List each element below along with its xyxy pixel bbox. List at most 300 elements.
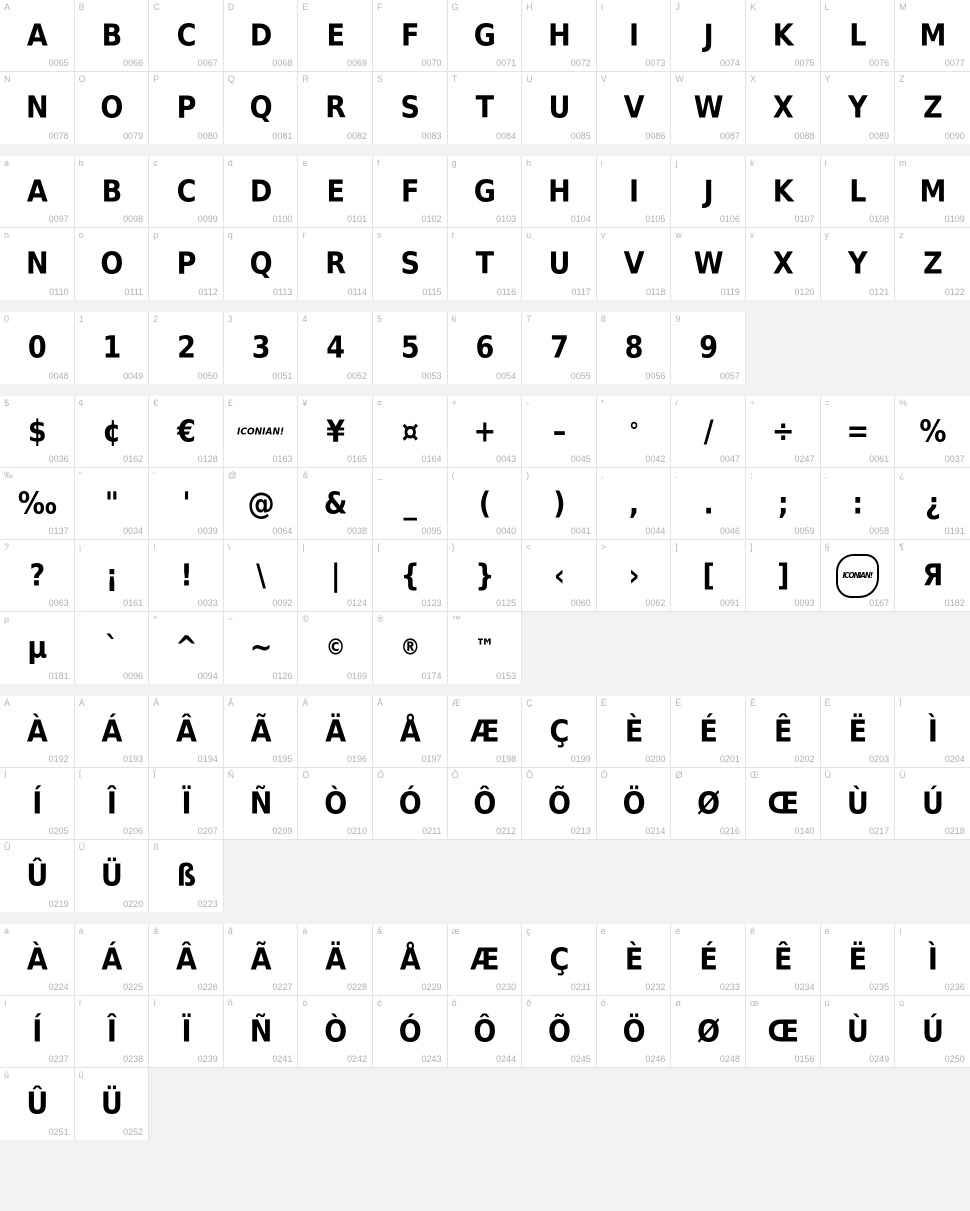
glyph-cell[interactable] (75, 840, 150, 912)
glyph-char-label: Ü (78, 842, 86, 852)
glyph-cell[interactable] (373, 396, 448, 468)
glyph-cell[interactable] (0, 228, 75, 300)
glyph-char-label: R (302, 74, 309, 84)
empty-cell (597, 612, 672, 684)
glyph-cell[interactable] (75, 696, 150, 768)
glyph-cell[interactable] (298, 540, 373, 612)
glyph-cell[interactable] (224, 468, 299, 540)
glyph-code-label: 0205 (48, 826, 69, 836)
glyph-char-label: ‰ (4, 470, 13, 480)
glyph-cell[interactable] (0, 72, 75, 144)
glyph-code-label: 0214 (645, 826, 666, 836)
glyph-cell[interactable] (298, 924, 373, 996)
glyph-cell[interactable] (895, 540, 970, 612)
glyph-cell[interactable] (522, 924, 597, 996)
glyph-display: Á (101, 942, 122, 978)
glyph-cell[interactable] (75, 228, 150, 300)
glyph-code-label: 0090 (944, 131, 965, 141)
empty-cell (373, 1068, 448, 1140)
glyph-char-label: % (899, 398, 908, 408)
glyph-cell[interactable] (522, 768, 597, 840)
glyph-cell[interactable] (746, 156, 821, 228)
glyph-display: , (628, 486, 639, 522)
glyph-cell[interactable] (821, 768, 896, 840)
glyph-cell[interactable] (448, 696, 523, 768)
glyph-cell[interactable] (149, 696, 224, 768)
glyph-char-label: J (675, 2, 680, 12)
glyph-code-label: 0197 (421, 754, 442, 764)
glyph-code-label: 0065 (48, 58, 69, 68)
glyph-code-label: 0063 (48, 598, 69, 608)
glyph-char-label: í (4, 998, 7, 1008)
glyph-display: P (176, 246, 196, 282)
glyph-cell[interactable] (149, 840, 224, 912)
glyph-display: O (100, 246, 123, 282)
glyph-cell[interactable] (0, 996, 75, 1068)
glyph-code-label: 0100 (272, 214, 293, 224)
glyph-display: ÷ (771, 414, 794, 450)
glyph-display: F (401, 174, 419, 210)
glyph-cell[interactable] (224, 228, 299, 300)
glyph-cell[interactable] (149, 228, 224, 300)
glyph-cell[interactable] (149, 72, 224, 144)
glyph-cell[interactable] (671, 696, 746, 768)
glyph-cell[interactable] (75, 924, 150, 996)
glyph-cell[interactable] (821, 540, 896, 612)
glyph-cell[interactable] (75, 996, 150, 1068)
glyph-code-label: 0162 (123, 454, 144, 464)
glyph-code-label: 0075 (794, 58, 815, 68)
glyph-cell[interactable] (821, 396, 896, 468)
glyph-cell[interactable] (149, 996, 224, 1068)
glyph-code-label: 0062 (645, 598, 666, 608)
glyph-display: . (703, 486, 713, 522)
glyph-cell[interactable] (821, 924, 896, 996)
glyph-cell[interactable] (373, 924, 448, 996)
glyph-cell[interactable] (895, 156, 970, 228)
glyph-display: ‹ (553, 558, 565, 594)
empty-cell (671, 840, 746, 912)
glyph-display: F (401, 18, 419, 54)
glyph-display: C (176, 18, 196, 54)
glyph-display: Æ (470, 714, 499, 750)
glyph-cell[interactable] (298, 72, 373, 144)
glyph-display: Ë (848, 942, 867, 978)
glyph-display: W (693, 90, 723, 126)
glyph-cell[interactable] (671, 156, 746, 228)
glyph-char-label: ø (675, 998, 681, 1008)
glyph-display: É (699, 714, 717, 750)
glyph-code-label: 0068 (272, 58, 293, 68)
glyph-char-label: Ã (227, 698, 234, 708)
glyph-cell[interactable] (0, 840, 75, 912)
glyph-char-label: Ò (302, 770, 310, 780)
glyph-display: Õ (547, 1014, 570, 1050)
glyph-cell[interactable] (448, 312, 523, 384)
glyph-char-label: ì (899, 926, 902, 936)
glyph-cell[interactable] (895, 468, 970, 540)
glyph-cell[interactable] (746, 228, 821, 300)
glyph-cell[interactable] (224, 540, 299, 612)
glyph-cell[interactable] (298, 996, 373, 1068)
glyph-char-label: U (526, 74, 533, 84)
glyph-cell[interactable] (671, 468, 746, 540)
glyph-char-label: t (451, 230, 455, 240)
glyph-char-label: ¥ (302, 398, 308, 408)
glyph-cell[interactable] (149, 768, 224, 840)
glyph-cell[interactable] (298, 0, 373, 72)
glyph-cell[interactable] (373, 768, 448, 840)
glyph-char-label: 0 (4, 314, 10, 324)
glyph-cell[interactable] (373, 312, 448, 384)
glyph-cell[interactable] (373, 996, 448, 1068)
glyph-cell[interactable] (821, 696, 896, 768)
empty-cell (298, 1068, 373, 1140)
glyph-cell[interactable] (298, 768, 373, 840)
glyph-cell[interactable] (746, 996, 821, 1068)
glyph-cell[interactable] (448, 996, 523, 1068)
glyph-cell[interactable] (821, 996, 896, 1068)
glyph-code-label: 0093 (794, 598, 815, 608)
glyph-cell[interactable] (75, 312, 150, 384)
glyph-cell[interactable] (149, 156, 224, 228)
glyph-cell[interactable] (0, 396, 75, 468)
glyph-cell[interactable] (0, 924, 75, 996)
glyph-cell[interactable] (597, 924, 672, 996)
glyph-cell[interactable] (224, 996, 299, 1068)
glyph-char-label: Å (376, 698, 383, 708)
glyph-char-label: ñ (227, 998, 233, 1008)
glyph-cell[interactable] (298, 312, 373, 384)
glyph-cell[interactable] (671, 228, 746, 300)
glyph-cell[interactable] (448, 156, 523, 228)
glyph-code-label: 0156 (794, 1054, 815, 1064)
glyph-cell[interactable] (522, 996, 597, 1068)
glyph-code-label: 0079 (123, 131, 144, 141)
glyph-cell[interactable] (149, 312, 224, 384)
glyph-cell[interactable] (821, 228, 896, 300)
glyph-cell[interactable] (373, 72, 448, 144)
glyph-cell[interactable] (224, 612, 299, 684)
glyph-cell[interactable] (746, 72, 821, 144)
glyph-cell[interactable] (522, 228, 597, 300)
glyph-display: ¿ (925, 486, 940, 522)
glyph-char-label: â (153, 926, 159, 936)
glyph-code-label: 0053 (421, 371, 442, 381)
glyph-display: ~ (249, 630, 272, 666)
glyph-display: Ã (250, 942, 271, 978)
glyph-code-label: 0039 (197, 526, 218, 536)
glyph-code-label: 0217 (869, 826, 890, 836)
char-row (0, 924, 970, 996)
glyph-cell[interactable] (373, 228, 448, 300)
glyph-cell[interactable] (224, 924, 299, 996)
glyph-cell[interactable] (373, 612, 448, 684)
glyph-display: À (26, 714, 47, 750)
glyph-cell[interactable] (448, 468, 523, 540)
glyph-cell[interactable] (522, 396, 597, 468)
glyph-code-label: 0193 (123, 754, 144, 764)
glyph-code-label: 0236 (944, 982, 965, 992)
glyph-code-label: 0080 (197, 131, 218, 141)
glyph-char-label: m (899, 158, 907, 168)
glyph-cell[interactable] (671, 72, 746, 144)
glyph-code-label: 0049 (123, 371, 144, 381)
glyph-cell[interactable] (373, 468, 448, 540)
glyph-cell[interactable] (448, 768, 523, 840)
glyph-char-label: G (451, 2, 459, 12)
glyph-cell[interactable] (895, 228, 970, 300)
glyph-cell[interactable] (522, 540, 597, 612)
glyph-char-label: d (227, 158, 233, 168)
glyph-char-label: ä (302, 926, 308, 936)
glyph-cell[interactable] (448, 396, 523, 468)
glyph-cell[interactable] (224, 396, 299, 468)
glyph-cell[interactable] (0, 696, 75, 768)
glyph-cell[interactable] (0, 0, 75, 72)
glyph-display: ¡ (105, 558, 118, 594)
glyph-cell[interactable] (75, 1068, 150, 1140)
glyph-display: R (325, 246, 346, 282)
glyph-display: | (330, 558, 340, 594)
glyph-char-label: | (302, 542, 305, 552)
glyph-cell[interactable] (149, 540, 224, 612)
glyph-cell[interactable] (522, 696, 597, 768)
glyph-cell[interactable] (224, 0, 299, 72)
glyph-cell[interactable] (746, 696, 821, 768)
glyph-display: Ï (181, 1014, 191, 1050)
glyph-cell[interactable] (597, 540, 672, 612)
glyph-cell[interactable] (0, 612, 75, 684)
glyph-cell[interactable] (298, 468, 373, 540)
glyph-display: Õ (547, 786, 570, 822)
empty-cell (671, 612, 746, 684)
glyph-cell[interactable] (597, 768, 672, 840)
glyph-code-label: 0081 (272, 131, 293, 141)
glyph-char-label: à (4, 926, 10, 936)
glyph-cell[interactable] (895, 396, 970, 468)
empty-cell (597, 1068, 672, 1140)
glyph-cell[interactable] (522, 0, 597, 72)
glyph-cell[interactable] (75, 396, 150, 468)
glyph-cell[interactable] (671, 996, 746, 1068)
glyph-cell[interactable] (75, 468, 150, 540)
glyph-cell[interactable] (224, 156, 299, 228)
glyph-cell[interactable] (0, 468, 75, 540)
glyph-cell[interactable] (821, 72, 896, 144)
glyph-cell[interactable] (149, 612, 224, 684)
glyph-cell[interactable] (224, 696, 299, 768)
glyph-cell[interactable] (75, 156, 150, 228)
glyph-cell[interactable] (746, 396, 821, 468)
empty-cell (224, 840, 299, 912)
glyph-code-label: 0242 (346, 1054, 367, 1064)
glyph-display: 3 (251, 330, 270, 366)
glyph-cell[interactable] (75, 768, 150, 840)
glyph-code-label: 0191 (944, 526, 965, 536)
glyph-display: Ö (622, 1014, 645, 1050)
empty-cell (522, 612, 597, 684)
glyph-cell[interactable] (448, 540, 523, 612)
glyph-char-label: x (749, 230, 755, 240)
glyph-cell[interactable] (895, 0, 970, 72)
glyph-cell[interactable] (671, 768, 746, 840)
glyph-cell[interactable] (373, 0, 448, 72)
glyph-cell[interactable] (298, 696, 373, 768)
glyph-cell[interactable] (522, 72, 597, 144)
glyph-code-label: 0078 (48, 131, 69, 141)
glyph-display: D (249, 174, 272, 210)
glyph-cell[interactable] (298, 156, 373, 228)
glyph-cell[interactable] (671, 540, 746, 612)
glyph-char-label: e (302, 158, 308, 168)
glyph-code-label: 0111 (124, 287, 144, 297)
glyph-cell[interactable] (597, 696, 672, 768)
glyph-char-label: Ö (600, 770, 608, 780)
glyph-cell[interactable] (597, 228, 672, 300)
glyph-cell[interactable] (522, 312, 597, 384)
glyph-cell[interactable] (522, 156, 597, 228)
glyph-cell[interactable] (0, 156, 75, 228)
glyph-cell[interactable] (75, 72, 150, 144)
glyph-cell[interactable] (373, 540, 448, 612)
glyph-cell[interactable] (597, 0, 672, 72)
glyph-display: 1 (102, 330, 121, 366)
glyph-cell[interactable] (0, 540, 75, 612)
glyph-code-label: 0226 (197, 982, 218, 992)
glyph-cell[interactable] (821, 468, 896, 540)
glyph-display: [ (702, 558, 714, 594)
glyph-char-label: A (4, 2, 11, 12)
glyph-display: & (323, 486, 347, 522)
glyph-cell[interactable] (75, 612, 150, 684)
glyph-cell[interactable] (895, 924, 970, 996)
glyph-cell[interactable] (298, 228, 373, 300)
glyph-code-label: 0086 (645, 131, 666, 141)
glyph-cell[interactable] (149, 396, 224, 468)
glyph-cell[interactable] (746, 768, 821, 840)
glyph-cell[interactable] (671, 0, 746, 72)
glyph-cell[interactable] (597, 996, 672, 1068)
glyph-cell[interactable] (224, 768, 299, 840)
glyph-display: Ò (324, 1014, 347, 1050)
glyph-cell[interactable] (373, 696, 448, 768)
glyph-cell[interactable] (895, 72, 970, 144)
glyph-cell[interactable] (448, 72, 523, 144)
glyph-cell[interactable] (448, 924, 523, 996)
glyph-char-label: _ (376, 470, 382, 480)
glyph-code-label: 0087 (719, 131, 740, 141)
glyph-cell[interactable] (821, 156, 896, 228)
glyph-char-label: Ç (526, 698, 533, 708)
glyph-cell[interactable] (895, 768, 970, 840)
glyph-cell[interactable] (746, 540, 821, 612)
glyph-display: G (473, 18, 495, 54)
glyph-cell[interactable] (75, 540, 150, 612)
glyph-display: B (101, 18, 122, 54)
glyph-cell[interactable] (298, 396, 373, 468)
glyph-cell[interactable] (298, 612, 373, 684)
glyph-cell[interactable] (597, 312, 672, 384)
glyph-code-label: 0122 (944, 287, 965, 297)
glyph-cell[interactable] (224, 312, 299, 384)
glyph-cell[interactable] (448, 612, 523, 684)
glyph-char-label: é (675, 926, 681, 936)
glyph-cell[interactable] (0, 312, 75, 384)
glyph-char-label: + (451, 398, 457, 408)
glyph-char-label: æ (451, 926, 460, 936)
glyph-cell[interactable] (895, 696, 970, 768)
glyph-cell[interactable] (373, 156, 448, 228)
glyph-cell[interactable] (448, 228, 523, 300)
glyph-code-label: 0181 (48, 671, 69, 681)
glyph-cell[interactable] (746, 924, 821, 996)
glyph-cell[interactable] (75, 0, 150, 72)
glyph-display: ‰ (17, 486, 56, 522)
glyph-code-label: 0054 (496, 371, 517, 381)
glyph-code-label: 0209 (272, 826, 293, 836)
glyph-cell[interactable] (597, 72, 672, 144)
glyph-cell[interactable] (597, 468, 672, 540)
glyph-char-label: < (526, 542, 532, 552)
glyph-char-label: Û (4, 842, 11, 852)
glyph-char-label: s (376, 230, 382, 240)
glyph-display: ; (777, 486, 788, 522)
glyph-char-label: Ê (749, 698, 756, 708)
glyph-cell[interactable] (597, 156, 672, 228)
glyph-cell[interactable] (895, 996, 970, 1068)
glyph-cell[interactable] (0, 1068, 75, 1140)
glyph-cell[interactable] (224, 72, 299, 144)
glyph-cell[interactable] (149, 0, 224, 72)
glyph-code-label: 0216 (719, 826, 740, 836)
glyph-char-label: Õ (526, 770, 534, 780)
glyph-cell[interactable] (149, 924, 224, 996)
glyph-display: Ô (473, 1014, 496, 1050)
glyph-cell[interactable] (522, 468, 597, 540)
glyph-cell[interactable] (671, 924, 746, 996)
glyph-cell[interactable] (448, 0, 523, 72)
glyph-display: O (100, 90, 123, 126)
glyph-cell[interactable] (746, 468, 821, 540)
glyph-cell[interactable] (671, 312, 746, 384)
char-row (0, 996, 970, 1068)
glyph-char-label: å (376, 926, 382, 936)
glyph-cell[interactable] (746, 0, 821, 72)
glyph-display: M (919, 174, 946, 210)
glyph-display: À (26, 942, 47, 978)
glyph-cell[interactable] (149, 468, 224, 540)
glyph-char-label: ~ (227, 614, 234, 624)
empty-cell (373, 840, 448, 912)
glyph-code-label: 0202 (794, 754, 815, 764)
glyph-cell[interactable] (821, 0, 896, 72)
glyph-display: N (26, 246, 48, 282)
glyph-cell[interactable] (671, 396, 746, 468)
glyph-char-label: g (451, 158, 457, 168)
glyph-char-label: œ (749, 998, 759, 1008)
glyph-cell[interactable] (0, 768, 75, 840)
glyph-char-label: Â (153, 698, 160, 708)
glyph-char-label: 4 (302, 314, 308, 324)
glyph-code-label: 0195 (272, 754, 293, 764)
empty-cell (746, 1068, 821, 1140)
glyph-code-label: 0230 (496, 982, 517, 992)
glyph-code-label: 0228 (346, 982, 367, 992)
glyph-code-label: 0200 (645, 754, 666, 764)
empty-cell (448, 1068, 523, 1140)
glyph-cell[interactable] (597, 396, 672, 468)
